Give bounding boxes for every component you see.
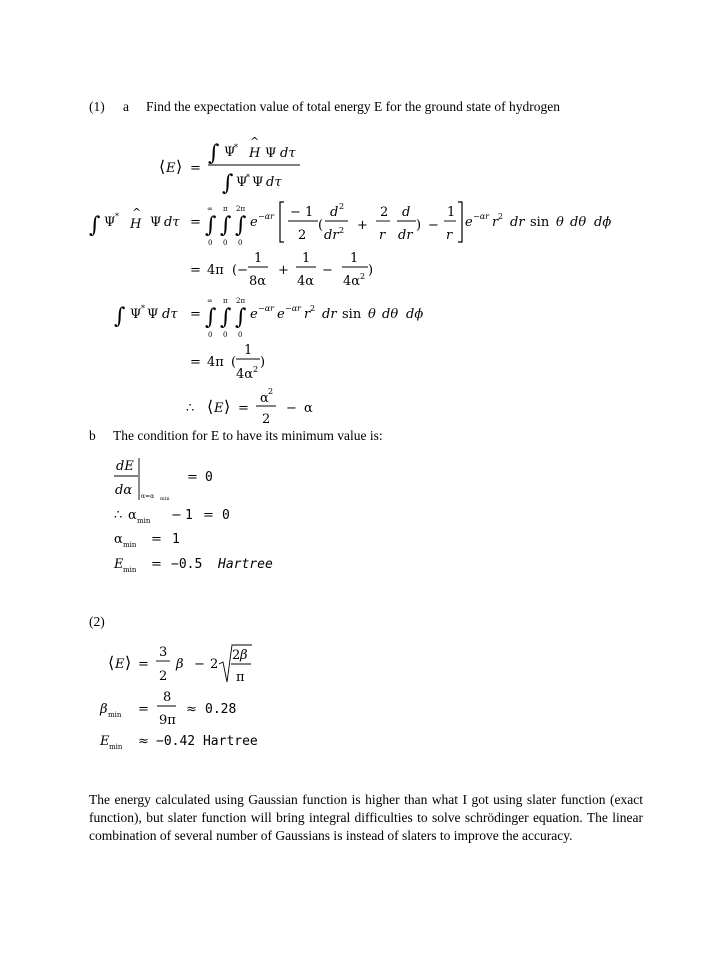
svg-text:α=α: α=α: [141, 493, 155, 500]
svg-text:1: 1: [254, 251, 263, 266]
svg-text:3: 3: [159, 645, 168, 660]
svg-text:4α: 4α: [343, 274, 361, 289]
svg-text:H: H: [249, 146, 261, 161]
svg-text:⟩: ⟩: [224, 397, 231, 416]
svg-text:=: =: [138, 657, 149, 672]
svg-text:dτ: dτ: [266, 175, 282, 190]
svg-text:2π: 2π: [236, 205, 246, 213]
svg-text:−αr: −αr: [258, 304, 274, 313]
svg-text:2: 2: [310, 304, 316, 313]
svg-text:∫: ∫: [208, 141, 220, 166]
svg-text:E: E: [214, 401, 224, 416]
part-b-text: The condition for E to have its minimum value is:: [113, 428, 383, 443]
svg-text:≈: ≈: [138, 734, 149, 749]
svg-text:2: 2: [253, 365, 259, 374]
svg-text:Ψ: Ψ: [130, 307, 142, 322]
svg-text:8: 8: [163, 690, 172, 705]
svg-text:d: d: [402, 205, 411, 220]
svg-text:∞: ∞: [207, 297, 213, 305]
svg-text:0: 0: [208, 239, 213, 247]
svg-text:0: 0: [223, 239, 228, 247]
svg-text:α: α: [114, 532, 123, 547]
svg-text:θ: θ: [368, 307, 376, 322]
svg-text:0: 0: [238, 239, 243, 247]
svg-text:): ): [416, 218, 422, 233]
svg-text:=: =: [190, 161, 201, 176]
svg-text:1: 1: [350, 251, 359, 266]
svg-text:1: 1: [447, 205, 456, 220]
svg-text:π: π: [236, 670, 245, 685]
svg-text:^: ^: [132, 206, 142, 219]
svg-text:E: E: [114, 557, 124, 572]
svg-text:4π: 4π: [207, 263, 224, 278]
svg-text:*: *: [234, 143, 238, 152]
svg-text:∞: ∞: [207, 205, 213, 213]
svg-text:β: β: [240, 648, 248, 663]
svg-text:sin: sin: [530, 215, 550, 230]
svg-text:Ψ: Ψ: [104, 215, 116, 230]
svg-text:dϕ: dϕ: [594, 215, 612, 230]
svg-text:r: r: [446, 228, 453, 243]
svg-text:(: (: [231, 355, 237, 370]
svg-text:dE: dE: [116, 459, 134, 474]
e-min-gaussian-value: −0.42 Hartree: [156, 734, 258, 749]
svg-text:4α: 4α: [297, 274, 315, 289]
svg-text:2: 2: [262, 412, 271, 427]
svg-text:−: −: [286, 401, 297, 416]
svg-text:): ): [368, 263, 374, 278]
svg-text:r: r: [492, 215, 499, 230]
svg-text:∫: ∫: [220, 213, 232, 238]
svg-text:β: β: [176, 657, 184, 672]
svg-text:=: =: [190, 263, 201, 278]
svg-text:d: d: [330, 205, 339, 220]
svg-text:sin: sin: [342, 307, 362, 322]
svg-text:dr: dr: [398, 228, 413, 243]
svg-text:⟩: ⟩: [125, 653, 132, 672]
svg-text:dτ: dτ: [280, 146, 296, 161]
svg-text:dτ: dτ: [162, 307, 178, 322]
svg-text:∫: ∫: [205, 305, 217, 330]
svg-text:4π: 4π: [207, 355, 224, 370]
svg-text:⟩: ⟩: [176, 157, 183, 176]
svg-text:∴: ∴: [186, 401, 195, 416]
svg-text:2π: 2π: [236, 297, 246, 305]
svg-text:0: 0: [208, 331, 213, 339]
svg-text:1: 1: [244, 343, 253, 358]
problem-1-label: (1): [89, 99, 105, 114]
svg-text:−αr: −αr: [258, 212, 274, 221]
svg-text:⟨: ⟨: [108, 653, 115, 672]
svg-text:min: min: [109, 743, 123, 751]
svg-text:Ψ: Ψ: [150, 215, 162, 230]
svg-text:− 1: − 1: [290, 205, 314, 220]
svg-text:min: min: [108, 711, 122, 719]
svg-text:=: =: [187, 470, 198, 485]
svg-text:=: =: [138, 702, 149, 717]
svg-text:2: 2: [380, 205, 389, 220]
svg-text:+: +: [278, 263, 289, 278]
svg-text:0: 0: [223, 331, 228, 339]
svg-text:2: 2: [339, 202, 345, 211]
svg-text:+: +: [357, 218, 368, 233]
svg-text:2: 2: [210, 657, 219, 672]
svg-text:(: (: [318, 218, 324, 233]
svg-text:∫: ∫: [222, 171, 234, 196]
svg-text:0: 0: [238, 331, 243, 339]
svg-text:2: 2: [498, 212, 504, 221]
svg-text:−0.5: −0.5: [171, 557, 203, 572]
svg-text:π: π: [223, 205, 228, 213]
svg-text:=: =: [203, 508, 214, 523]
svg-text:α: α: [304, 401, 313, 416]
svg-text:Ψ: Ψ: [224, 145, 236, 160]
svg-text:=: =: [238, 401, 249, 416]
svg-text:∫: ∫: [235, 305, 247, 330]
svg-text:^: ^: [250, 135, 260, 148]
svg-text:*: *: [115, 212, 119, 221]
svg-text:8α: 8α: [249, 274, 267, 289]
svg-text:⟨: ⟨: [207, 397, 214, 416]
svg-text:θ: θ: [556, 215, 564, 230]
svg-text:Ψ: Ψ: [252, 175, 264, 190]
svg-text:∫: ∫: [220, 305, 232, 330]
svg-text:E: E: [100, 734, 110, 749]
svg-text:⟨: ⟨: [159, 157, 166, 176]
svg-text:E: E: [166, 161, 176, 176]
svg-text:dr: dr: [510, 215, 525, 230]
svg-text:): ): [260, 355, 266, 370]
svg-text:2: 2: [268, 387, 274, 396]
svg-text:=: =: [190, 215, 201, 230]
svg-text:2: 2: [159, 669, 168, 684]
svg-text:=: =: [151, 557, 162, 572]
svg-text:β: β: [100, 702, 108, 717]
svg-text:−: −: [322, 263, 333, 278]
part-a-text: Find the expectation value of total energy E for the ground state of hydrogen: [146, 99, 561, 114]
svg-text:min: min: [160, 496, 170, 502]
svg-text:Ψ: Ψ: [265, 146, 277, 161]
svg-text:α: α: [260, 391, 269, 406]
svg-text:∫: ∫: [89, 213, 101, 238]
svg-text:α: α: [128, 508, 137, 523]
svg-text:r: r: [304, 307, 311, 322]
svg-text:dτ: dτ: [164, 215, 180, 230]
svg-text:−αr: −αr: [285, 304, 301, 313]
svg-text:min: min: [123, 541, 137, 549]
svg-text:dθ: dθ: [570, 215, 587, 230]
svg-text:(−: (−: [232, 263, 248, 278]
svg-text:=: =: [190, 355, 201, 370]
svg-text:∴: ∴: [114, 508, 123, 523]
svg-text:H: H: [130, 217, 142, 232]
svg-text:2: 2: [232, 648, 241, 663]
svg-text:dα: dα: [115, 483, 133, 498]
svg-text:−: −: [194, 657, 205, 672]
svg-text:1: 1: [302, 251, 311, 266]
conclusion-paragraph: The energy calculated using Gaussian function is higher than what I got using slater function (exact function), but slater function will bring integral difficulties to solve schrödinger equation. The linear combination of several number of Gaussians is instead of slaters to improve the accuracy.: [89, 792, 643, 843]
svg-text:∫: ∫: [235, 213, 247, 238]
svg-text:∫: ∫: [114, 304, 126, 329]
svg-text:Hartree: Hartree: [218, 557, 273, 572]
svg-text:dr: dr: [324, 228, 339, 243]
svg-text:π: π: [223, 297, 228, 305]
svg-text:Ψ: Ψ: [236, 175, 248, 190]
svg-text:=: =: [151, 532, 162, 547]
svg-text:min: min: [123, 566, 137, 574]
svg-text:1: 1: [172, 532, 180, 547]
svg-text:E: E: [115, 657, 125, 672]
svg-text:r: r: [379, 228, 386, 243]
svg-text:min: min: [137, 517, 151, 525]
svg-text:*: *: [246, 173, 250, 182]
part-b-letter: b: [89, 428, 96, 443]
beta-min-value: 0.28: [205, 702, 237, 717]
problem-2-label: (2): [89, 614, 105, 629]
svg-text:≈: ≈: [186, 702, 197, 717]
part-a-letter: a: [123, 99, 129, 114]
svg-text:9π: 9π: [159, 713, 176, 728]
svg-text:2: 2: [360, 272, 366, 281]
svg-text:=: =: [190, 307, 201, 322]
svg-text:dr: dr: [322, 307, 337, 322]
svg-text:2: 2: [298, 228, 307, 243]
svg-text:e: e: [250, 307, 258, 322]
svg-text:dϕ: dϕ: [406, 307, 424, 322]
svg-text:e: e: [465, 215, 473, 230]
svg-text:1: 1: [185, 508, 193, 523]
svg-text:0: 0: [205, 470, 213, 485]
svg-text:e: e: [277, 307, 285, 322]
svg-text:dθ: dθ: [382, 307, 399, 322]
svg-text:Ψ: Ψ: [147, 307, 159, 322]
svg-text:*: *: [141, 304, 145, 313]
svg-text:−: −: [428, 218, 439, 233]
svg-text:∫: ∫: [205, 213, 217, 238]
svg-text:0: 0: [222, 508, 230, 523]
svg-text:4α: 4α: [236, 367, 254, 382]
svg-text:−: −: [171, 508, 182, 523]
svg-text:−αr: −αr: [473, 212, 489, 221]
svg-text:e: e: [250, 215, 258, 230]
svg-text:2: 2: [339, 226, 345, 235]
